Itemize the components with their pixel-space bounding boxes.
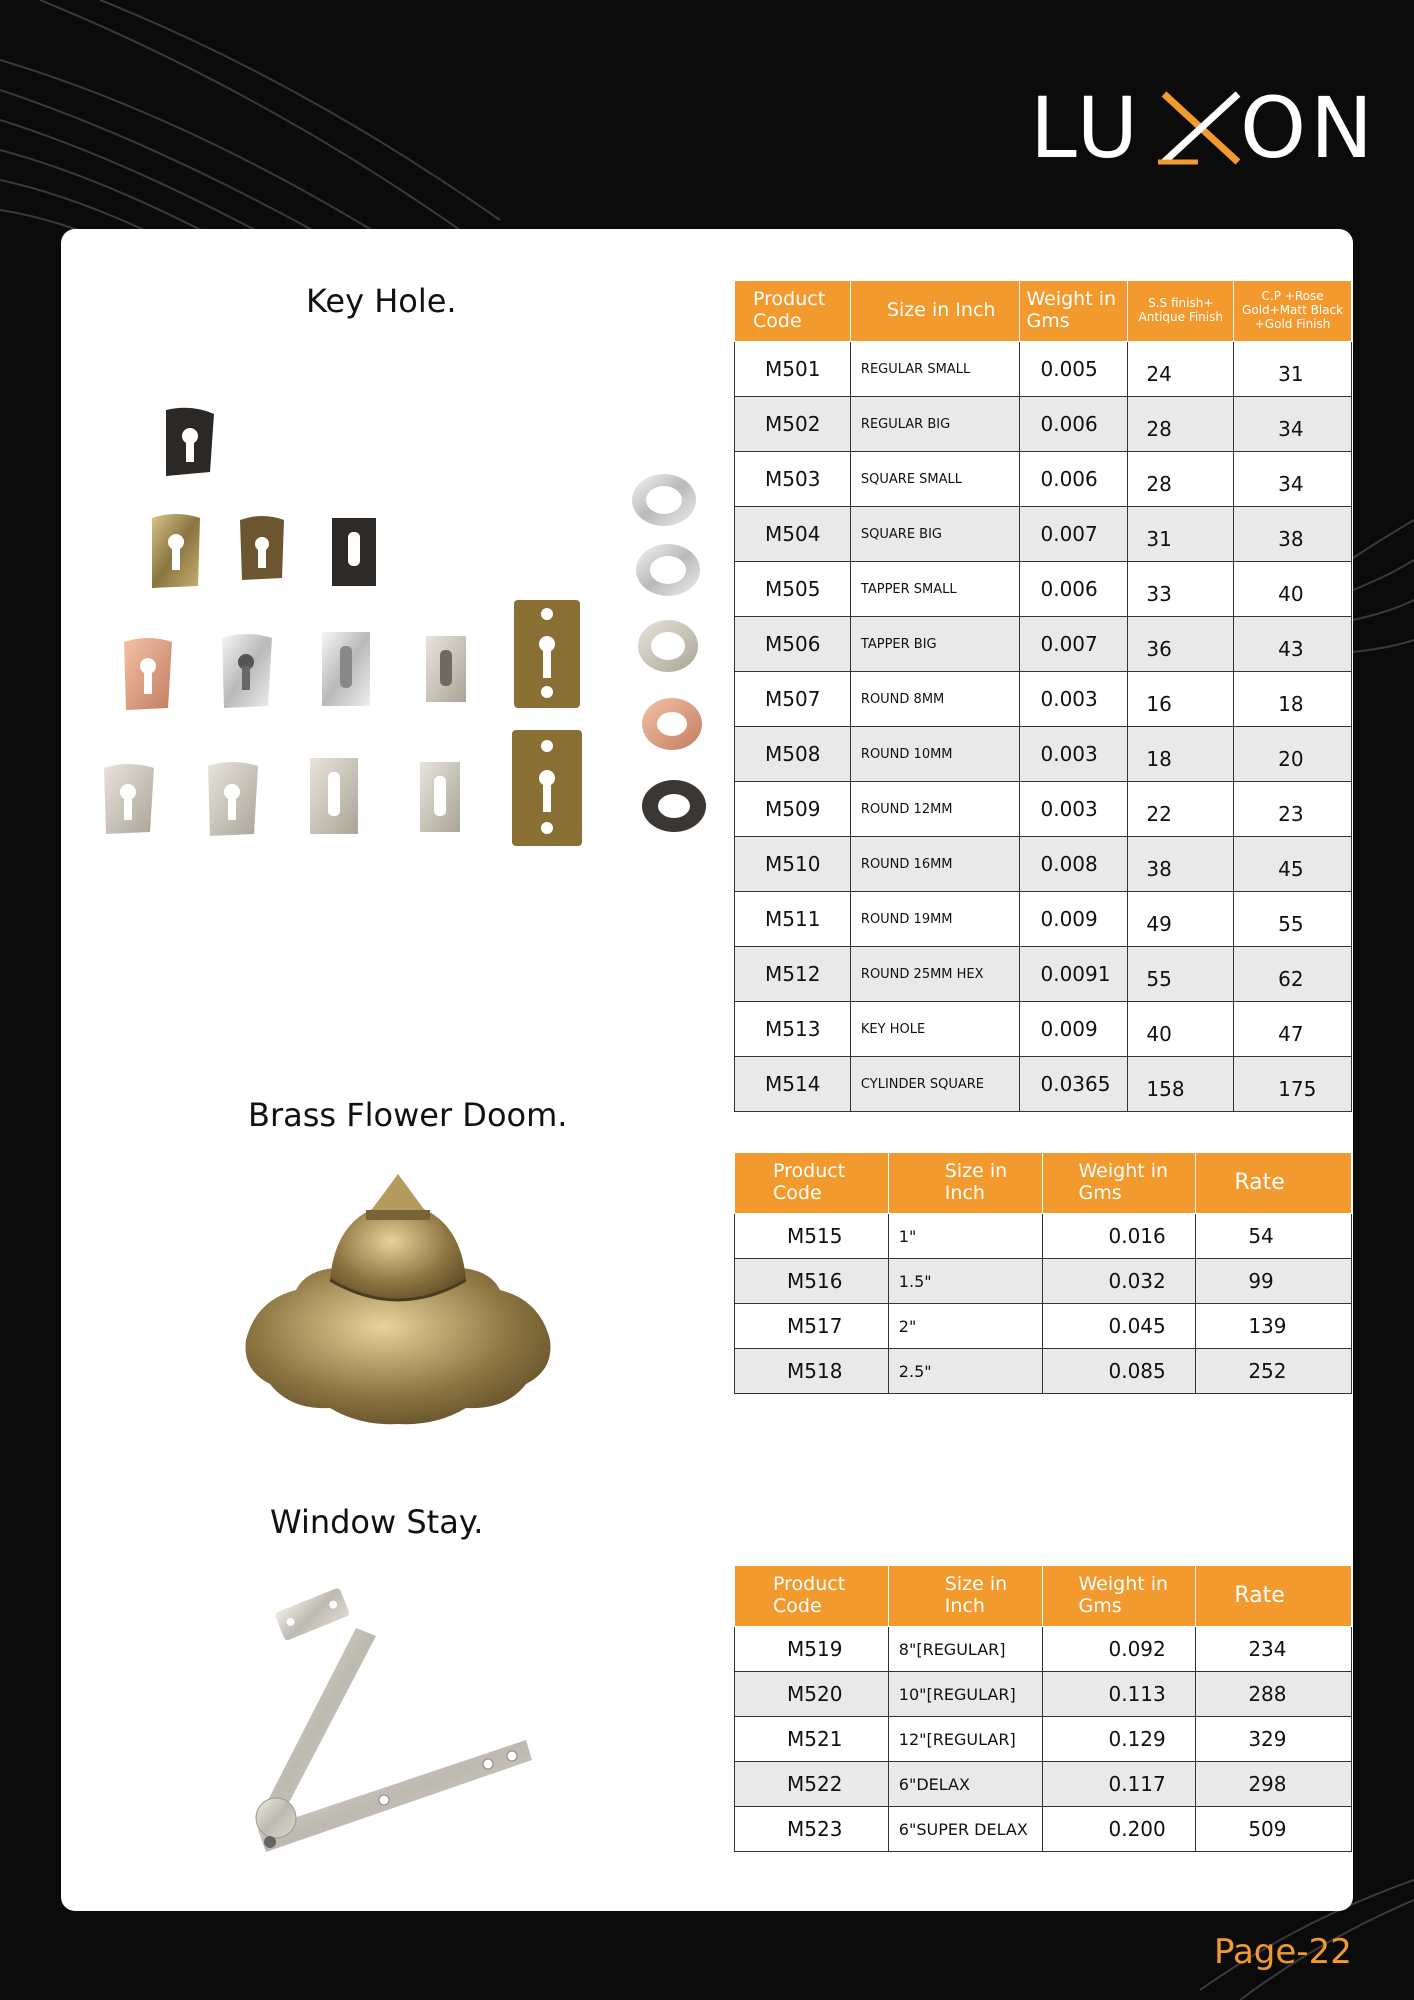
cell-code: M516 [735,1259,889,1304]
table-header-row [735,281,1352,342]
cell-price-cp: 34 [1234,397,1352,452]
table-row [735,1259,1352,1304]
cell-price-cp: 31 [1234,342,1352,397]
cell-size: ROUND 10MM [850,727,1020,782]
cell-price-cp: 45 [1234,837,1352,892]
table-row [735,1349,1352,1394]
cell-rate: 234 [1196,1627,1352,1672]
cell-size: KEY HOLE [850,1002,1020,1057]
page-number: Page-22 [1214,1932,1352,1972]
table-row [735,1627,1352,1672]
logo-x-icon [1158,88,1244,168]
section-title-flower-doom: Brass Flower Doom. [248,1096,568,1134]
cell-rate: 252 [1196,1349,1352,1394]
flower-doom-table [734,1152,1352,1394]
cell-code: M517 [735,1304,889,1349]
window-stay-image [236,1580,536,1880]
cell-weight: 0.003 [1020,782,1128,837]
cell-code: M514 [735,1057,851,1112]
cell-price-ss: 158 [1128,1057,1234,1112]
cell-size: 1" [888,1214,1042,1259]
cell-code: M510 [735,837,851,892]
cell-code: M512 [735,947,851,1002]
table-row [735,1672,1352,1717]
cell-size: ROUND 25MM HEX [850,947,1020,1002]
table-header-row [735,1566,1352,1627]
cell-code: M505 [735,562,851,617]
logo-text-right: ON [1240,79,1377,177]
table-row [735,1002,1352,1057]
cell-price-ss: 16 [1128,672,1234,727]
cell-rate: 288 [1196,1672,1352,1717]
cell-price-ss: 31 [1128,507,1234,562]
cell-price-ss: 49 [1128,892,1234,947]
cell-code: M502 [735,397,851,452]
cell-weight: 0.085 [1042,1349,1196,1394]
cell-size: SQUARE BIG [850,507,1020,562]
cell-size: 2" [888,1304,1042,1349]
header-rate: Rate [1196,1153,1352,1214]
cell-weight: 0.129 [1042,1717,1196,1762]
table-row [735,452,1352,507]
logo-text-left: LU [1030,79,1143,177]
cell-price-ss: 33 [1128,562,1234,617]
key-hole-products-image [96,400,708,850]
cell-size: 12"[REGULAR] [888,1717,1042,1762]
header-ss-finish: S.S finish+ Antique Finish [1128,281,1234,342]
brass-flower-doom-image [236,1170,560,1434]
header-weight: Weight in Gms [1042,1566,1196,1627]
cell-price-ss: 40 [1128,1002,1234,1057]
cell-size: ROUND 8MM [850,672,1020,727]
table-row [735,562,1352,617]
cell-rate: 329 [1196,1717,1352,1762]
cell-size: TAPPER SMALL [850,562,1020,617]
cell-price-cp: 34 [1234,452,1352,507]
cell-size: ROUND 12MM [850,782,1020,837]
cell-size: REGULAR SMALL [850,342,1020,397]
cell-rate: 509 [1196,1807,1352,1852]
cell-code: M520 [735,1672,889,1717]
cell-price-cp: 47 [1234,1002,1352,1057]
cell-price-ss: 28 [1128,397,1234,452]
cell-code: M506 [735,617,851,672]
table-row [735,342,1352,397]
cell-weight: 0.092 [1042,1627,1196,1672]
cell-code: M504 [735,507,851,562]
cell-weight: 0.113 [1042,1672,1196,1717]
table-row [735,617,1352,672]
cell-size: 2.5" [888,1349,1042,1394]
cell-weight: 0.009 [1020,892,1128,947]
cell-code: M519 [735,1627,889,1672]
table-row [735,837,1352,892]
cell-rate: 54 [1196,1214,1352,1259]
header-size: Size in Inch [888,1566,1042,1627]
cell-weight: 0.006 [1020,562,1128,617]
cell-weight: 0.016 [1042,1214,1196,1259]
table-row [735,1304,1352,1349]
cell-size: 6"DELAX [888,1762,1042,1807]
cell-weight: 0.0091 [1020,947,1128,1002]
cell-price-cp: 38 [1234,507,1352,562]
table-row [735,947,1352,1002]
table-row [735,782,1352,837]
table-row [735,1762,1352,1807]
cell-code: M503 [735,452,851,507]
table-row [735,507,1352,562]
cell-code: M521 [735,1717,889,1762]
header-rate: Rate [1196,1566,1352,1627]
table-row [735,397,1352,452]
cell-weight: 0.007 [1020,617,1128,672]
cell-weight: 0.045 [1042,1304,1196,1349]
cell-weight: 0.0365 [1020,1057,1128,1112]
header-size: Size in Inch [850,281,1020,342]
cell-price-cp: 43 [1234,617,1352,672]
cell-size: SQUARE SMALL [850,452,1020,507]
cell-code: M522 [735,1762,889,1807]
cell-size: REGULAR BIG [850,397,1020,452]
cell-price-cp: 20 [1234,727,1352,782]
cell-size: ROUND 16MM [850,837,1020,892]
header-size: Size in Inch [888,1153,1042,1214]
cell-size: 10"[REGULAR] [888,1672,1042,1717]
cell-price-ss: 22 [1128,782,1234,837]
cell-price-cp: 23 [1234,782,1352,837]
cell-code: M513 [735,1002,851,1057]
cell-code: M509 [735,782,851,837]
cell-weight: 0.200 [1042,1807,1196,1852]
cell-weight: 0.009 [1020,1002,1128,1057]
key-hole-table [734,280,1352,1112]
cell-price-ss: 38 [1128,837,1234,892]
cell-weight: 0.032 [1042,1259,1196,1304]
cell-code: M501 [735,342,851,397]
section-title-key-hole: Key Hole. [306,282,457,320]
cell-rate: 139 [1196,1304,1352,1349]
cell-price-cp: 55 [1234,892,1352,947]
brand-logo [1030,79,1377,177]
header-product-code: Product Code [735,1566,889,1627]
table-row [735,1717,1352,1762]
cell-size: ROUND 19MM [850,892,1020,947]
cell-code: M523 [735,1807,889,1852]
table-row [735,892,1352,947]
cell-price-cp: 175 [1234,1057,1352,1112]
cell-size: CYLINDER SQUARE [850,1057,1020,1112]
table-row [735,1057,1352,1112]
table-row [735,1214,1352,1259]
cell-size: 1.5" [888,1259,1042,1304]
header-weight: Weight in Gms [1042,1153,1196,1214]
cell-code: M515 [735,1214,889,1259]
table-row [735,727,1352,782]
cell-code: M507 [735,672,851,727]
cell-weight: 0.003 [1020,672,1128,727]
header-product-code: Product Code [735,281,851,342]
header-weight: Weight in Gms [1020,281,1128,342]
cell-price-ss: 28 [1128,452,1234,507]
cell-weight: 0.007 [1020,507,1128,562]
cell-rate: 99 [1196,1259,1352,1304]
cell-weight: 0.006 [1020,397,1128,452]
cell-size: 6"SUPER DELAX [888,1807,1042,1852]
cell-price-cp: 18 [1234,672,1352,727]
cell-weight: 0.005 [1020,342,1128,397]
cell-price-ss: 24 [1128,342,1234,397]
cell-weight: 0.117 [1042,1762,1196,1807]
cell-price-cp: 62 [1234,947,1352,1002]
cell-size: 8"[REGULAR] [888,1627,1042,1672]
table-header-row [735,1153,1352,1214]
table-row [735,1807,1352,1852]
cell-weight: 0.006 [1020,452,1128,507]
cell-rate: 298 [1196,1762,1352,1807]
cell-price-cp: 40 [1234,562,1352,617]
cell-code: M518 [735,1349,889,1394]
window-stay-table [734,1565,1352,1852]
cell-price-ss: 36 [1128,617,1234,672]
cell-price-ss: 55 [1128,947,1234,1002]
cell-code: M511 [735,892,851,947]
section-title-window-stay: Window Stay. [270,1503,484,1541]
cell-price-ss: 18 [1128,727,1234,782]
cell-weight: 0.008 [1020,837,1128,892]
header-cp-finish: C.P +Rose Gold+Matt Black +Gold Finish [1234,281,1352,342]
cell-size: TAPPER BIG [850,617,1020,672]
cell-code: M508 [735,727,851,782]
cell-weight: 0.003 [1020,727,1128,782]
table-row [735,672,1352,727]
header-product-code: Product Code [735,1153,889,1214]
